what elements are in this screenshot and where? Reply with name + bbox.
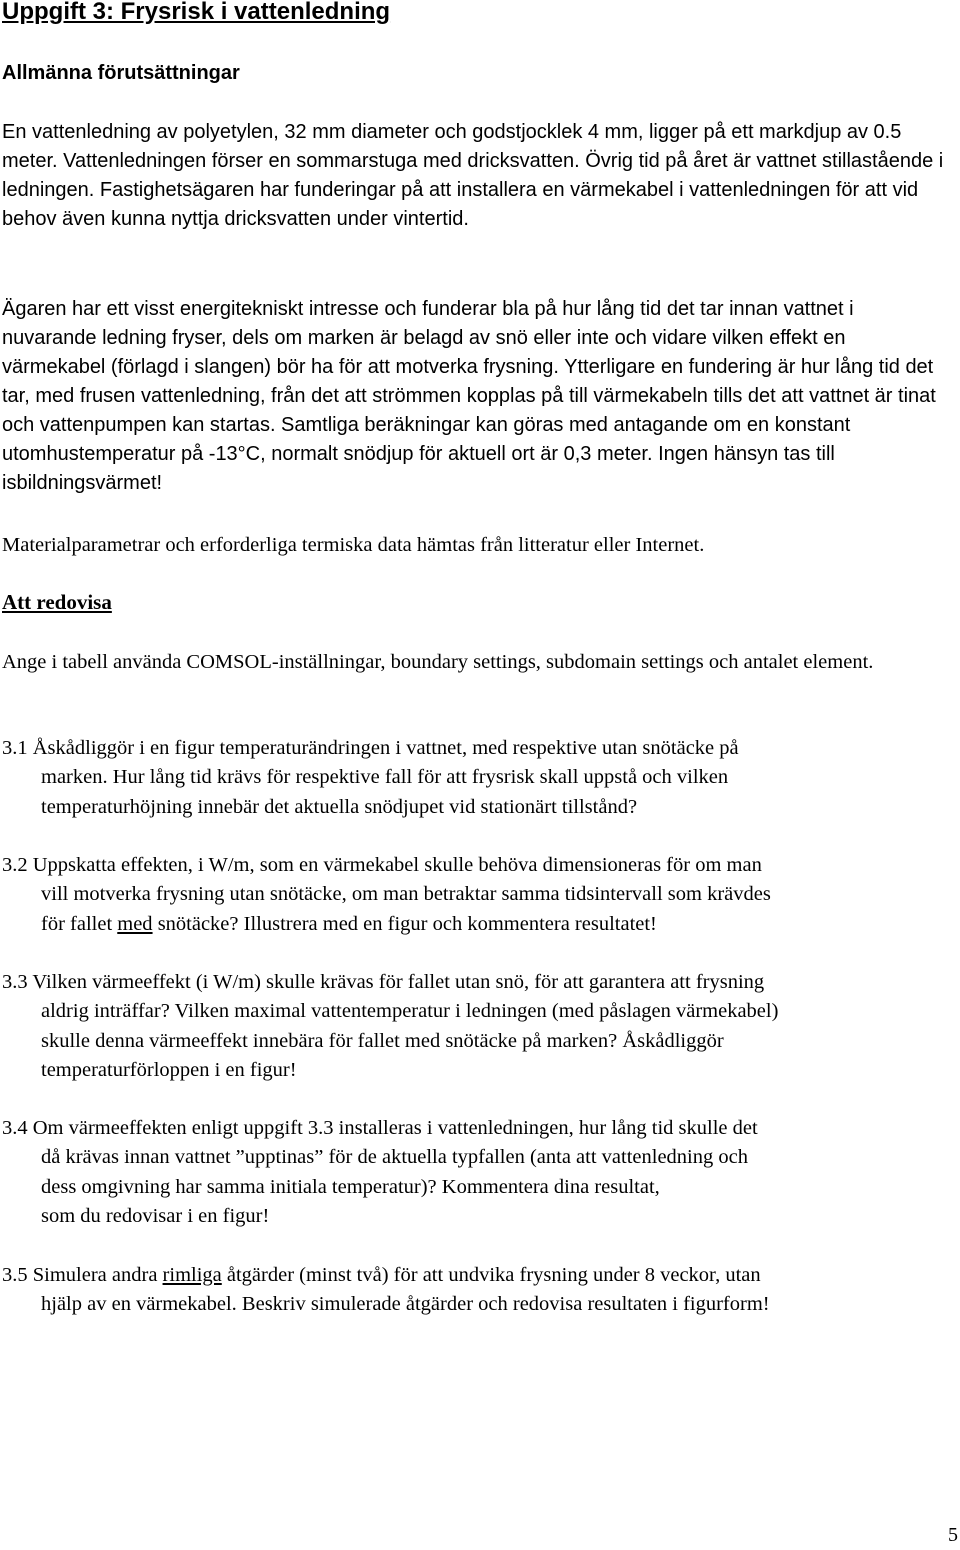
task-line: 3.4 Om värmeeffekten enligt uppgift 3.3 installeras i vattenledningen, hur lång tid skulle det	[2, 1117, 758, 1139]
page-title: Uppgift 3: Frysrisk i vattenledning	[2, 0, 391, 25]
report-heading: Att redovisa	[2, 590, 112, 614]
task-line: temperaturförloppen i en figur!	[41, 1058, 297, 1081]
task-line: skulle denna värmeeffekt innebära för fallet med snötäcke på marken? Åskådliggör	[41, 1029, 724, 1052]
task-3-5	[2, 1261, 957, 1320]
owner-paragraph: Ägaren har ett visst energitekniskt intresse och funderar bla på hur lång tid det tar innan vattnet i nuvarande ledning fryser, dels om marken är belagd av snö eller inte och vidare vilken effekt en värmekabel (förlagd i slangen) bör ha för att motverka frysning. Ytterligare en fundering är hur lång tid det tar, med frusen vattenledning, från det att strömmen kopplas på till värmekabeln tills det att vattnet är tinat och vattenpumpen kan startas. Samtliga beräkningar kan göras med antagande om en konstant utomhustemperatur på -13°C, normalt snödjup för aktuell ort är 0,3 meter. Ingen hänsyn tas till isbildningsvärmet!	[2, 298, 936, 494]
task-line	[2, 1261, 957, 1290]
emphasis-underlined: med	[117, 912, 153, 935]
task-line: vill motverka frysning utan snötäcke, om man betraktar samma tidsintervall som krävdes	[41, 883, 771, 906]
task-line: 3.3 Vilken värmeeffekt (i W/m) skulle krävas för fallet utan snö, för att garantera att frysning	[2, 971, 765, 993]
task-text: snötäcke? Illustrera med en figur och kommentera resultatet!	[152, 912, 657, 935]
task-line: som du redovisar i en figur!	[41, 1204, 270, 1227]
task-3-3	[2, 968, 957, 1085]
intro-paragraph: En vattenledning av polyetylen, 32 mm diameter och godstjocklek 4 mm, ligger på ett markdjup av 0.5 meter. Vattenledningen förser en sommarstuga med dricksvatten. Övrig tid på året är vattnet stillastående i ledningen. Fastighetsägaren har funderingar på att installera en värmekabel i vattenledningen för att vid behov även kunna nyttja dricksvatten under vintertid.	[2, 121, 944, 230]
task-text: 3.5 Simulera andra	[2, 1264, 163, 1286]
task-text: för fallet	[41, 912, 118, 935]
material-paragraph: Materialparametrar och erforderliga termiska data hämtas från litteratur eller Internet.	[2, 534, 705, 556]
task-3-4	[2, 1114, 957, 1231]
task-line	[2, 910, 957, 939]
task-line: marken. Hur lång tid krävs för respektive fall för att frysrisk skall uppstå och vilken	[41, 766, 729, 789]
task-line: aldrig inträffar? Vilken maximal vattentemperatur i ledningen (med påslagen värmekabel)	[41, 1000, 779, 1023]
emphasis-underlined: rimliga	[162, 1264, 222, 1286]
task-line: hjälp av en värmekabel. Beskriv simulerade åtgärder och redovisa resultaten i figurform!	[41, 1293, 770, 1316]
task-line: 3.1 Åskådliggör i en figur temperaturändringen i vattnet, med respektive utan snötäcke på	[2, 737, 739, 759]
general-heading: Allmänna förutsättningar	[2, 62, 240, 84]
task-line: temperaturhöjning innebär det aktuella snödjupet vid stationärt tillstånd?	[41, 795, 638, 818]
task-line: 3.2 Uppskatta effekten, i W/m, som en värmekabel skulle behöva dimensioneras för om man	[2, 854, 762, 876]
task-line: då krävas innan vattnet ”upptinas” för de aktuella typfallen (anta att vattenledning och	[41, 1146, 748, 1169]
report-intro: Ange i tabell använda COMSOL-inställningar, boundary settings, subdomain settings och antalet element.	[2, 651, 874, 673]
page-number: 5	[948, 1524, 958, 1546]
task-text: åtgärder (minst två) för att undvika frysning under 8 veckor, utan	[221, 1264, 761, 1286]
task-3-2	[2, 851, 957, 939]
task-3-1	[2, 734, 957, 822]
task-line: dess omgivning har samma initiala temperatur)? Kommentera dina resultat,	[41, 1175, 660, 1198]
